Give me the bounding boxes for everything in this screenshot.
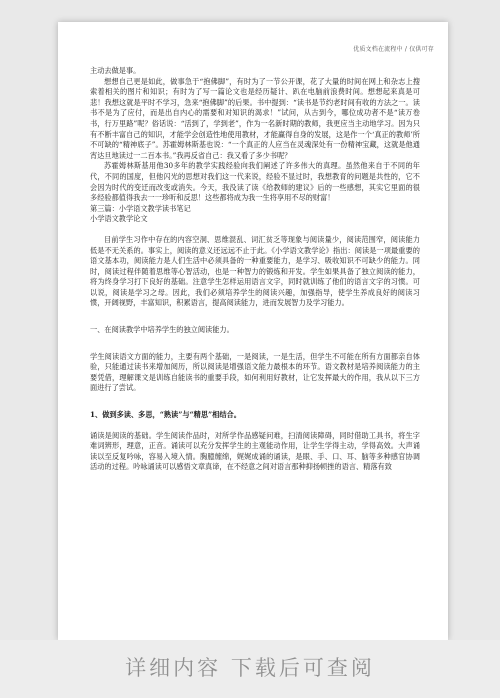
paragraph-recitation: 诵读是阅读的基础。学生阅读作品时，对所学作品感疑问难，扫清阅读障碍，同时借助工具书，将生字难词辨形，理意，正音。诵读可以充分发挥学生的主观能动作用，让学生学得主动，学得高效。大声诵读以至反复吟咏，容易入境入情。胸臆缠绵，娓娓成诵的诵读，是眼、手、口、耳、脑等多种感官协调活动的过程。吟咏诵读可以感悟文章真谛，在不经意之间对语言那种抑扬顿挫的语言、精落有致 xyxy=(90,430,420,472)
paragraph-reflection: 想想自己更是如此，做事急于“抱佛脚”，有时为了一节公开课，花了大量的时间在网上和杂志上搜索着相关的图片和知识；有时为了写一篇论文也是经历疑计、趴在电脑前浪费时间。想想起来真是可悲！我想这就是平时不学习，急来“抱佛脚”的后果。书中提到：“读书是节约老时间有收的方法之一。读书不是为了应付，而是出自内心的需要和对知识的渴求！”试问，从古到今，哪位成功者不是“读万卷书，行万里路”呢？俗话说：“活到了，学到老”，作为一名新时期的教师，我更应当主动地学习。因为只有不断丰富自己的知识，才能学会创造性地使用教材，才能赢得自身的发展，这是作一个‘真正的教师’所不可缺的“精神底子”。苏霍姆林斯基也说：“一个真正的人应当在灵魂深处有一份精神宝藏，这就是他通宵达旦地读过一二百本书。”我再反省自己：我又看了多少书呢？ xyxy=(90,76,420,160)
heading-independent-reading: 一、在阅读教学中培养学生的独立阅读能力。 xyxy=(90,325,234,335)
section-subtitle: 小学语文教学论文 xyxy=(90,214,148,224)
document-body xyxy=(90,66,420,473)
section-title: 第三篇：小学语文教学读书笔记 xyxy=(90,203,191,213)
paragraph-suhomlinsky: 苏霍姆林斯基用他30多年的教学实践经验向我们阐述了许多伟大的真理。虽然他来自于不同的年代，不同的国度，但他闪光的思想对我们这一代来说，经验不显过时，我想教育的问题是共性的，它不会因为时代的变迁而改变或消失。今天，我没读了读《给教师的建议》后的一些感想，其实它里面的很多经验都值得我去一一珍听和反思！这些都将成为我一生将享用不尽的财富！ xyxy=(90,161,420,203)
header-note: 优质文档在流程中 / 仅供可存 xyxy=(353,46,434,53)
heading-read-think: 1、做到多读、多思，“熟读”与“精思”相结合。 xyxy=(90,410,241,420)
paragraph-lead: 主动去做是事。 xyxy=(90,66,141,75)
paragraph-reading-foundation: 学生阅读语文方面的能力，主要有两个基础，一是阅读，一是生活，但学生不可能在所有方面都亲自体验，只能通过读书来增加阅历，所以阅读是增强语文能力最根本的环节。语文教材是培养阅读能力的主要凭借，理解课文是训练自能读书的重要手段，如何利用好教材，让它发挥最大的作用，我从以下三方面进行了尝试。 xyxy=(90,351,420,393)
download-prompt[interactable]: 详细内容 下载后可查阅 xyxy=(125,656,375,680)
document-page xyxy=(58,22,448,640)
paragraph-reading-importance: 目前学生习作中存在的内容空洞、思维混乱、词汇贫乏等现象与阅读量少，阅读范围窄，阅读能力低是不无关系的。事实上，阅读的意义还远远不止于此。《小学语文教学论》指出：阅读是一项最重要的语文基本功，阅读能力是人们生活中必须具备的一种重要能力，是学习、吸收知识不可缺少的能力。同时，阅读过程伴随着思维等心智活动，也是一种智力的锻炼和开发。学生如果具备了独立阅读的能力，将为终身学习打下良好的基础。注意学生怎样运用语言文字，同时就训练了他们的语言文字的习惯。可以说，阅读是学习之母。因此，我们必须培养学生的阅读兴趣，加强指导，使学生养成良好的阅读习惯，开阔视野，丰富知识，积累语言，提高阅读能力，进而发展智力及学习能力。 xyxy=(90,234,420,308)
